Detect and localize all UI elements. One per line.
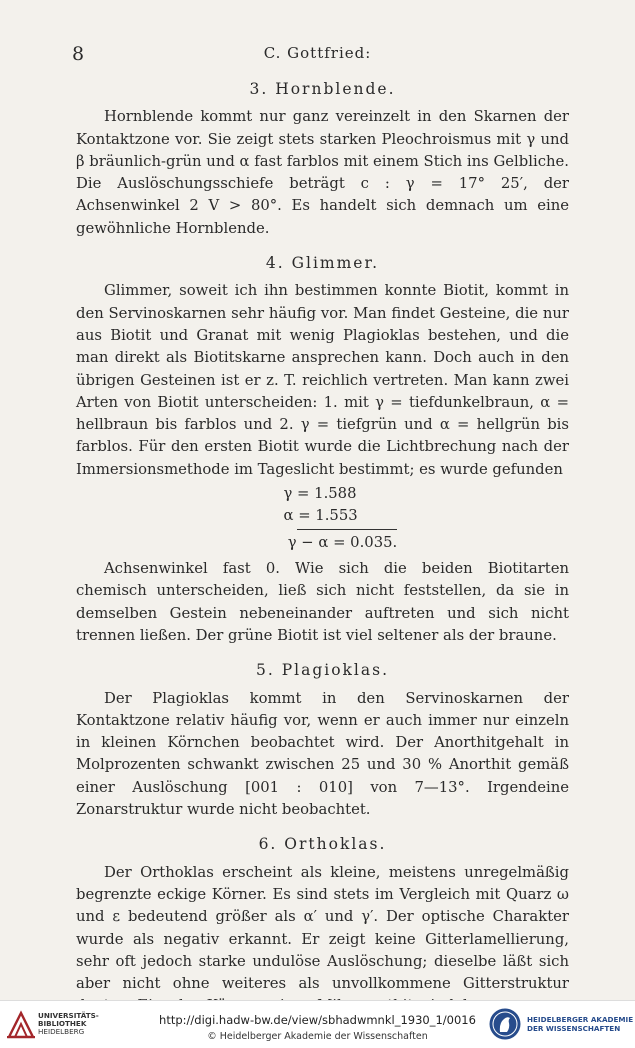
section-heading-glimmer: 4. Glimmer. (265, 254, 380, 273)
formula-alpha: α = 1.553 (283, 507, 358, 525)
formula-rule (297, 529, 397, 530)
refraction-formula (76, 483, 569, 554)
paragraph: Glimmer, soweit ich ihn bestimmen konnte Biotit, kommt in den Servinoskarnen sehr häufig vor. Man findet Gesteine, die nur aus Biotit und Granat mit wenig Plagioklas bestehen, und die man direkt als Biotitskarne ansprechen kann. Doch auch in den übrigen Gesteinen ist er z. T. reichlich vertreten. Man kann zwei Arten von Biotit unterscheiden: 1. mit γ = tiefdunkelbraun, α = hellbraun bis farblos und 2. γ = tiefgrün und α = hellgrün bis farblos. Für den ersten Biotit wurde die Lichtbrechung nach der Immersionsmethode im Tageslicht bestimmt; es wurde gefunden (76, 282, 569, 478)
academy-name: HEIDELBERGER AKADEMIE DER WISSENSCHAFTEN (527, 1015, 634, 1033)
academy-seal-icon (488, 1007, 522, 1041)
paragraph: Der Orthoklas erscheint als kleine, meistens unregelmäßig begrenzte eckige Körner. Es sind stets im Vergleich mit Quarz ω und ε bedeutend größer als α′ und γ′. Der optische Charakter wurde als negativ erkannt. Er zeigt keine Gitterlamellierung, sehr oft jedoch starke undulöse Auslöschung; dieselbe läßt sich aber nicht ohne weiteres als unvollkommene Gitterstruktur (76, 863, 569, 993)
copyright-notice: © Heidelberger Akademie der Wissenschaften (207, 1031, 428, 1042)
paragraph: Hornblende kommt nur ganz vereinzelt in den Skarnen der Kontaktzone vor. Sie zeigt stets starken Pleochroismus mit γ und β bräunlich-grün und α fast farblos mit einem Stich ins Gelbliche. Die Auslöschungsschiefe beträgt c : γ = 17° 25′, der Achsenwinkel 2 V > 80°. Es handelt sich demnach um eine gewöhnliche Hornblende. (76, 108, 569, 237)
section-heading-hornblende: 3. Hornblende. (249, 80, 396, 98)
paragraph: Der Plagioklas kommt in den Servinoskarnen der Kontaktzone relativ häufig vor, wenn er auch immer nur einzeln in kleinen Körnchen beobachtet wird. Der Anorthitgehalt in Molprozenten schwankt zwischen 25 und 30 % Anorthit gemäß einer Auslöschung [001 : 010] von 7—13°. Irgendeine Zonarstruktur wurde nicht beobachtet. (76, 689, 569, 819)
formula-difference: γ − α = 0.035. (287, 534, 398, 552)
running-head: C. Gottfried: (263, 44, 372, 62)
page-body (76, 78, 569, 1018)
university-library-name: UNIVERSITÄTS- BIBLIOTHEK HEIDELBERG (38, 1011, 99, 1036)
page-number: 8 (72, 43, 85, 65)
section-heading-plagioklas: 5. Plagioklas. (255, 661, 390, 680)
section-heading-orthoklas: 6. Orthoklas. (258, 835, 387, 854)
permalink-url[interactable]: http://digi.hadw-bw.de/view/sbhadwmnkl_1930_1/0016 (159, 1013, 476, 1027)
paragraph: Achsenwinkel fast 0. Wie sich die beiden Biotitarten chemisch unterscheiden, ließ sich nicht feststellen, da sie in demselben Gestein nebeneinander auftreten und sich nicht trennen ließen. Der grüne Biotit ist viel seltener als der braune. (76, 560, 569, 644)
formula-gamma: γ = 1.588 (283, 485, 357, 503)
footer-bar (0, 1000, 635, 1048)
